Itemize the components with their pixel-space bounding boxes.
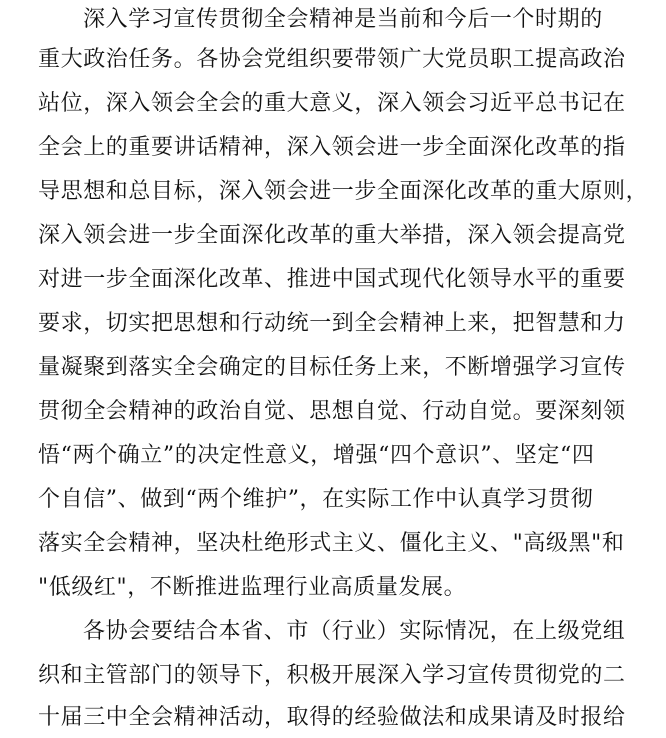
paragraph-line: 十届三中全会精神活动，取得的经验做法和成果请及时报给 bbox=[38, 705, 626, 730]
paragraph-line: 要求，切实把思想和行动统一到全会精神上来，把智慧和力 bbox=[38, 311, 626, 336]
paragraph-line: 个自信”、做到“两个维护”，在实际工作中认真学习贯彻 bbox=[38, 487, 594, 512]
paragraph-line: "低级红"，不断推进监理行业高质量发展。 bbox=[38, 575, 467, 600]
paragraph-line: 织和主管部门的领导下，积极开展深入学习宣传贯彻党的二 bbox=[38, 663, 626, 688]
paragraph-line: 对进一步全面深化改革、推进中国式现代化领导水平的重要 bbox=[38, 267, 626, 292]
paragraph-line: 全会上的重要讲话精神，深入领会进一步全面深化改革的指 bbox=[38, 135, 626, 160]
paragraph-line: 落实全会精神，坚决杜绝形式主义、僵化主义、"高级黑"和 bbox=[38, 531, 625, 556]
paragraph-line: 站位，深入领会全会的重大意义，深入领会习近平总书记在 bbox=[38, 91, 626, 116]
paragraph-line: 深入学习宣传贯彻全会精神是当前和今后一个时期的 bbox=[83, 7, 603, 32]
paragraph-line: 深入领会进一步全面深化改革的重大举措，深入领会提高党 bbox=[38, 223, 626, 248]
paragraph-line: 重大政治任务。各协会党组织要带领广大党员职工提高政治 bbox=[38, 47, 626, 72]
paragraph-line: 量凝聚到落实全会确定的目标任务上来，不断增强学习宣传 bbox=[38, 355, 626, 380]
paragraph-line: 悟“两个确立”的决定性意义，增强“四个意识”、坚定“四 bbox=[38, 443, 595, 468]
paragraph-line: 导思想和总目标，深入领会进一步全面深化改革的重大原则， bbox=[38, 179, 649, 204]
paragraph-line: 各协会要结合本省、市（行业）实际情况，在上级党组 bbox=[83, 619, 626, 644]
paragraph-line: 贯彻全会精神的政治自觉、思想自觉、行动自觉。要深刻领 bbox=[38, 399, 626, 424]
